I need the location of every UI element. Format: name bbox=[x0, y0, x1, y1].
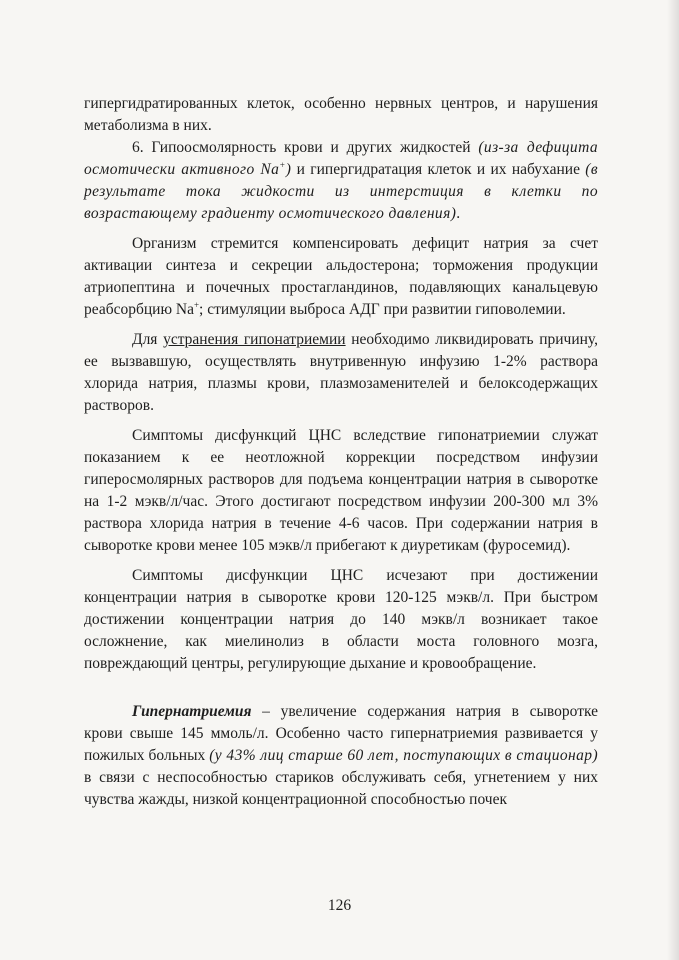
paragraph-4: Для устранения гипонатриемии необходимо ликвидировать причину, ее вызвавшую, осуществлять внутривенную инфузию 1-2% раствора хлорида натрия, плазмы крови, плазмозаменителей и белоксодержащих растворов. bbox=[84, 331, 599, 414]
paragraph-2-italic-a: (из-за дефицита осмотически активного Na+) bbox=[84, 139, 598, 178]
body-text bbox=[84, 93, 598, 811]
paragraph-2-text-a: 6. Гипоосмолярность крови и других жидкостей bbox=[132, 139, 479, 156]
paragraph-3: Организм стремится компенсировать дефицит натрия за счет активации синтеза и секреции альдостерона; торможения продукции атриопептина и почечных простагландинов, подавляющих канальцевую реабсорбцию Na+; стимуляции выброса АДГ при развитии гиповолемии. bbox=[84, 235, 598, 318]
paragraph-2-italic-b: (в результате тока жидкости из интерстиция в клетки по возрастающему градиенту осмотического давления) bbox=[84, 161, 598, 222]
page-number: 126 bbox=[327, 897, 352, 914]
paragraph-7-italic: (у 43% лиц старше 60 лет, поступающих в стационар) bbox=[209, 747, 599, 764]
paragraph-2-text-b: и гипергидратация клеток и их набухание bbox=[291, 161, 586, 178]
underlined-phrase: устранения гипонатриемии bbox=[163, 331, 346, 348]
paragraph-5: Симптомы дисфункций ЦНС вследствие гипонатриемии служат показанием к ее неотложной коррекции посредством инфузии гиперосмолярных растворов для подъема концентрации натрия в сыворотке на 1-2 мэкв/л/час. Этого достигают посредством инфузии 200-300 мл 3% раствора хлорида натрия в течение 4-6 часов. При содержании натрия в сыворотке крови менее 105 мэкв/л прибегают к диуретикам (фуросемид). bbox=[84, 427, 598, 554]
paragraph-2 bbox=[84, 137, 598, 225]
paragraph-6: Симптомы дисфункции ЦНС исчезают при достижении концентрации натрия в сыворотке крови 120-125 мэкв/л. При быстром достижении концентрации натрия до 140 мэкв/л возникает такое осложнение, как миелинолиз в области моста головного мозга, повреждающий центры, регулирующие дыхание и кровообращение. bbox=[84, 567, 598, 672]
page-edge-shadow bbox=[667, 0, 679, 960]
term-hypernatremia: Гипернатриемия bbox=[132, 703, 252, 720]
paragraph-2-text-c: . bbox=[456, 205, 461, 222]
paragraph-1: гипергидратированных клеток, особенно нервных центров, и нарушения метаболизма в них. bbox=[84, 95, 598, 134]
paragraph-7: Гипернатриемия – увеличение содержания натрия в сыворотке крови свыше 145 ммоль/л. Особенно часто гипернатриемия развивается у пожилых больных (у 43% лиц старше 60 лет, поступающих в стационар) в связи с неспособностью стариков обслуживать себя, угнетением у них чувства жажды, низкой концентрационной способностью почек bbox=[84, 703, 599, 808]
